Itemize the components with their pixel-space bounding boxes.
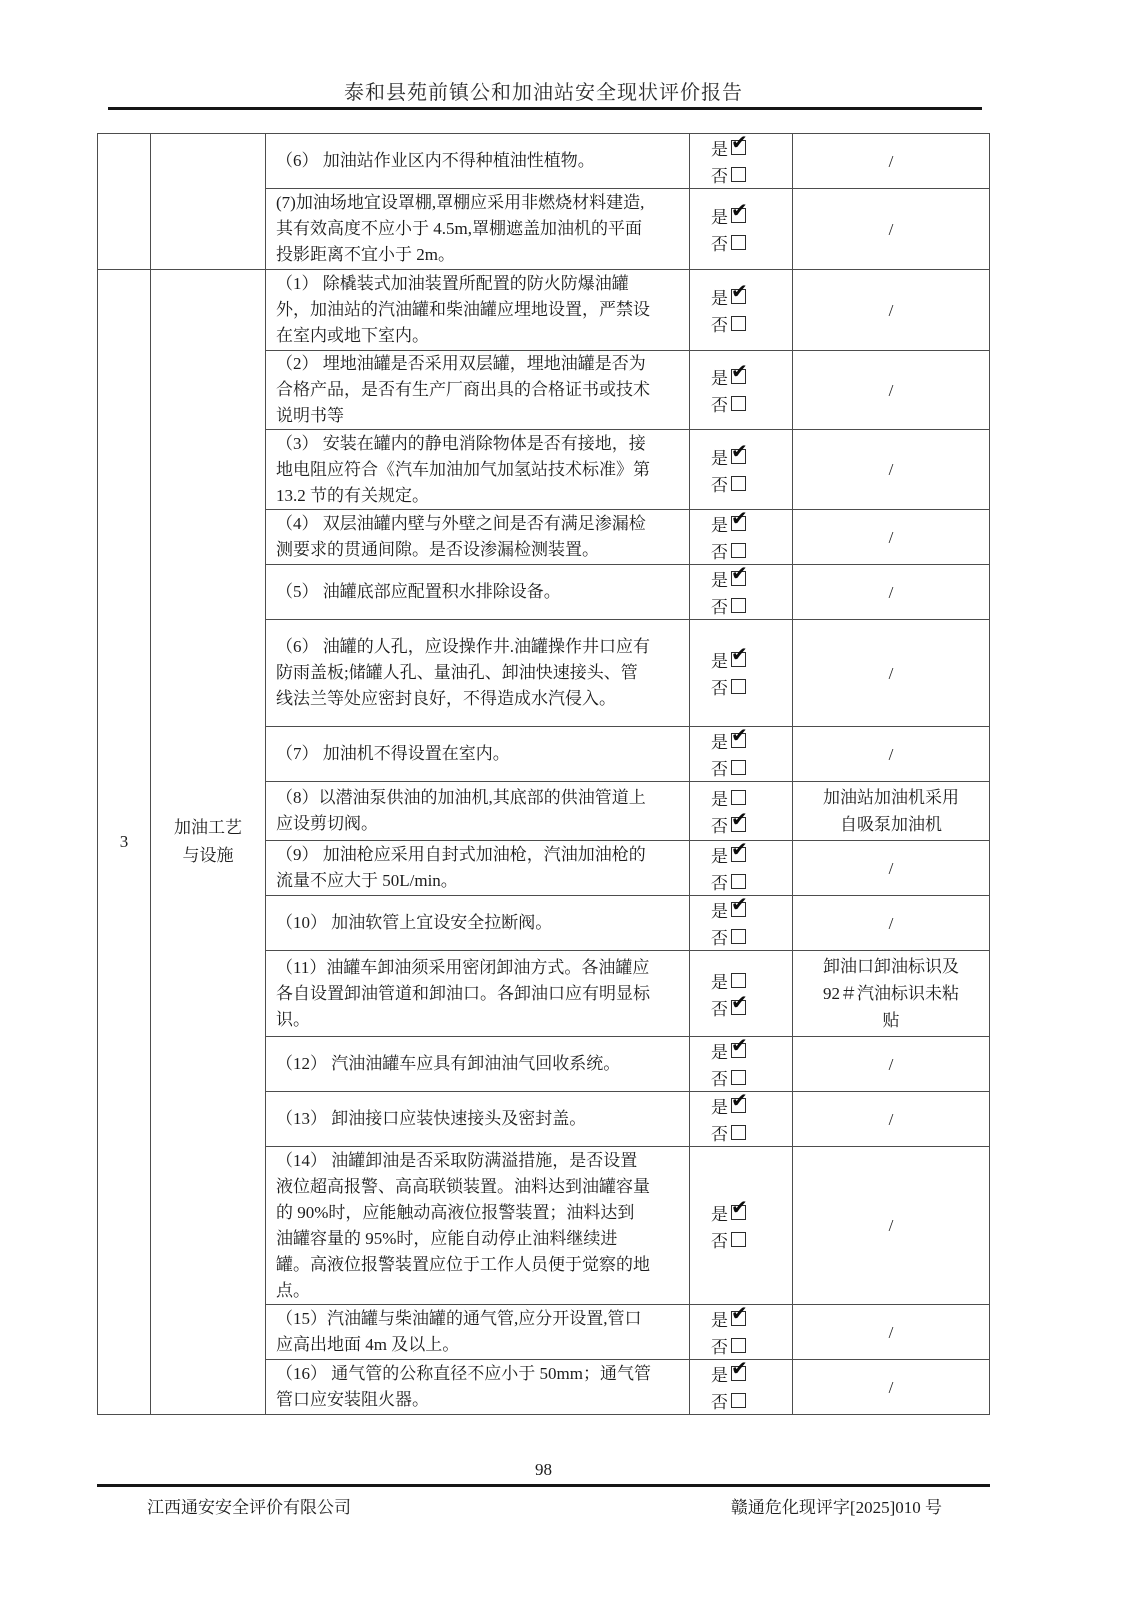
item-text: （5） 油罐底部应配置积水排除设备。: [276, 582, 561, 601]
header-rule: [108, 107, 982, 110]
yes-checkbox: [731, 130, 748, 155]
item-text: （11）油罐车卸油须采用密闭卸油方式。各油罐应各自设置卸油管道和卸油口。各卸油口应有明显标识。: [276, 957, 650, 1029]
yes-option: [711, 130, 792, 161]
check-icon: ✔: [731, 198, 748, 222]
yes-label: 是: [711, 1098, 728, 1117]
remark-text: /: [888, 527, 894, 547]
yes-option: [711, 1088, 792, 1119]
yes-checkbox: [731, 279, 748, 304]
yes-no-cell: [690, 892, 793, 950]
no-option: [711, 470, 792, 497]
remark-text: /: [888, 1322, 894, 1342]
remark-text: /: [888, 219, 894, 239]
table-row: [266, 619, 989, 726]
no-checkbox: [731, 1070, 746, 1085]
yes-checkbox: [731, 198, 748, 223]
yes-no-cell: [690, 782, 793, 840]
yes-checkbox: [731, 359, 748, 384]
no-checkbox: [731, 396, 746, 411]
item-text: （7） 加油机不得设置在室内。: [276, 744, 510, 763]
remark-text: /: [888, 582, 894, 602]
yes-checkbox: [731, 973, 746, 988]
remark-text: /: [888, 1377, 894, 1397]
yes-checkbox: [731, 837, 748, 862]
no-checkbox: [731, 235, 746, 250]
check-icon: ✔: [731, 642, 748, 666]
yes-no-cell: [690, 1356, 793, 1414]
yes-option: [711, 1194, 792, 1226]
remark-text: /: [888, 858, 894, 878]
no-option: [711, 390, 792, 417]
yes-no-cell: [690, 270, 793, 350]
remark-text: /: [888, 744, 894, 764]
yes-checkbox: [731, 561, 748, 586]
check-icon: ✔: [731, 1194, 748, 1219]
no-label: 否: [711, 760, 728, 779]
check-icon: ✔: [731, 1033, 748, 1057]
remark-cell: [793, 620, 989, 726]
no-option: [711, 592, 792, 619]
no-label: 否: [711, 1338, 728, 1357]
item-text-cell: [266, 1360, 690, 1414]
remark-cell: [793, 510, 989, 564]
footer-doc-number: 赣通危化现评字[2025]010 号: [730, 1498, 942, 1517]
remark-cell: [793, 430, 989, 509]
item-text: （6） 加油站作业区内不得种植油性植物。: [276, 151, 595, 170]
remark-text: /: [888, 380, 894, 400]
check-icon: ✔: [731, 1301, 748, 1325]
yes-label: 是: [711, 902, 728, 921]
table-row: [266, 892, 989, 950]
yes-no-cell: [690, 1147, 793, 1304]
yes-label: 是: [711, 571, 728, 590]
no-checkbox: [731, 598, 746, 613]
table-row: [266, 1088, 989, 1146]
no-option: [711, 1064, 792, 1091]
item-text-cell: [266, 351, 690, 429]
item-text-cell: [266, 270, 690, 350]
remark-text: /: [888, 1216, 894, 1235]
item-text: （6） 油罐的人孔，应设操作井.油罐操作井口应有防雨盖板;储罐人孔、量油孔、卸油快速接头、管线法兰等处应密封良好，不得造成水汽侵入。: [276, 637, 650, 708]
remark-cell: [793, 727, 989, 781]
table-row: [266, 270, 989, 350]
check-icon: ✔: [731, 1356, 748, 1380]
no-checkbox: [731, 1393, 746, 1408]
remark-cell: [793, 782, 989, 840]
yes-label: 是: [711, 208, 728, 227]
check-icon: ✔: [731, 438, 748, 463]
yes-label: 是: [711, 1043, 728, 1062]
footer-company: 江西通安安全评价有限公司: [147, 1498, 351, 1517]
yes-option: [711, 837, 792, 868]
yes-no-cell: [690, 189, 793, 269]
yes-label: 是: [711, 1366, 728, 1385]
item-text: （10） 加油软管上宜设安全拉断阀。: [276, 913, 553, 932]
yes-checkbox: [731, 438, 748, 464]
no-option: [711, 673, 792, 700]
no-option: [711, 537, 792, 564]
yes-no-cell: [690, 506, 793, 564]
item-text-cell: [266, 430, 690, 509]
yes-checkbox: [731, 790, 746, 805]
no-option: [711, 989, 792, 1021]
yes-no-cell: [690, 837, 793, 895]
section-number-cell: 3: [98, 270, 151, 1414]
item-text-cell: [266, 620, 690, 726]
yes-checkbox: [731, 1194, 748, 1220]
page-number: 98: [535, 1460, 552, 1479]
no-checkbox: [731, 316, 746, 331]
remark-text: /: [888, 663, 894, 683]
item-text: （16） 通气管的公称直径不应小于 50mm；通气管管口应安装阻火器。: [276, 1364, 651, 1409]
no-option: [711, 161, 792, 188]
yes-option: [711, 198, 792, 229]
yes-option: [711, 967, 792, 994]
yes-option: [711, 561, 792, 592]
no-checkbox: [731, 989, 748, 1015]
no-checkbox: [731, 476, 746, 491]
yes-checkbox: [731, 1088, 748, 1113]
item-text: （8）以潜油泵供油的加油机,其底部的供油管道上应设剪切阀。: [276, 788, 646, 833]
yes-label: 是: [711, 516, 728, 535]
check-icon: ✔: [731, 837, 748, 861]
item-text-cell: [266, 1037, 690, 1091]
yes-option: [711, 279, 792, 310]
check-icon: ✔: [731, 279, 748, 303]
yes-label: 是: [711, 369, 728, 388]
item-text: （3） 安装在罐内的静电消除物体是否有接地，接地电阻应符合《汽车加油加气加氢站技术标准》第 13.2 节的有关规定。: [276, 433, 650, 505]
no-label: 否: [711, 1070, 728, 1089]
remark-text: /: [888, 151, 894, 171]
table-row: [266, 781, 989, 840]
no-checkbox: [731, 543, 746, 558]
yes-checkbox: [731, 506, 748, 531]
no-label: 否: [711, 874, 728, 893]
no-label: 否: [711, 543, 728, 562]
yes-no-cell: [690, 130, 793, 188]
yes-checkbox: [731, 1033, 748, 1058]
yes-option: [711, 892, 792, 923]
footer-row: [97, 1493, 990, 1518]
footer-rule: [97, 1484, 990, 1487]
no-checkbox: [731, 1232, 746, 1247]
item-text: （15）汽油罐与柴油罐的通气管,应分开设置,管口应高出地面 4m 及以上。: [276, 1309, 642, 1354]
remark-cell: [793, 1037, 989, 1091]
item-text-cell: [266, 841, 690, 895]
remark-text: /: [888, 1054, 894, 1074]
no-label: 否: [711, 1393, 728, 1412]
no-label: 否: [711, 679, 728, 698]
no-checkbox: [731, 1125, 746, 1140]
remark-text: /: [888, 1109, 894, 1129]
no-checkbox: [731, 807, 748, 832]
checklist-table: [97, 130, 990, 1415]
yes-label: 是: [711, 1311, 728, 1330]
remark-cell: [793, 896, 989, 950]
yes-no-cell: [690, 1033, 793, 1091]
yes-no-cell: [690, 351, 793, 429]
table-row: [266, 130, 989, 188]
remark-cell: [793, 351, 989, 429]
table-section-previous: [98, 130, 989, 269]
remark-cell: [793, 1305, 989, 1359]
item-text: （1） 除橇装式加油装置所配置的防火防爆油罐外，加油站的汽油罐和柴油罐应埋地设置，严禁设在室内或地下室内。: [276, 274, 650, 345]
remark-text: /: [888, 913, 894, 933]
yes-option: [711, 506, 792, 537]
yes-checkbox: [731, 1356, 748, 1381]
check-icon: ✔: [731, 807, 748, 831]
yes-option: [711, 723, 792, 754]
yes-no-cell: [690, 561, 793, 619]
remark-cell: [793, 1147, 989, 1304]
yes-option: [711, 642, 792, 673]
table-row: [266, 723, 989, 781]
remark-cell: [793, 565, 989, 619]
no-checkbox: [731, 167, 746, 182]
yes-no-cell: [690, 951, 793, 1036]
check-icon: ✔: [731, 561, 748, 585]
table-row: [266, 1146, 989, 1304]
item-text: （2） 埋地油罐是否采用双层罐，埋地油罐是否为合格产品，是否有生产厂商出具的合格证书或技术说明书等: [276, 354, 650, 425]
remark-cell: [793, 134, 989, 188]
no-checkbox: [731, 929, 746, 944]
yes-label: 是: [711, 847, 728, 866]
item-text-cell: [266, 782, 690, 840]
item-text: （9） 加油枪应采用自封式加油枪，汽油加油枪的流量不应大于 50L/min。: [276, 845, 646, 890]
yes-option: [711, 1033, 792, 1064]
remark-text: 加油站加油机采用自吸泵加油机: [823, 788, 959, 834]
yes-checkbox: [731, 1301, 748, 1326]
no-label: 否: [711, 316, 728, 335]
yes-no-cell: [690, 723, 793, 781]
yes-label: 是: [711, 448, 728, 468]
check-icon: ✔: [731, 359, 748, 383]
yes-label: 是: [711, 733, 728, 752]
item-text-cell: [266, 896, 690, 950]
no-label: 否: [711, 235, 728, 254]
remark-cell: [793, 841, 989, 895]
no-label: 否: [711, 475, 728, 495]
check-icon: ✔: [731, 892, 748, 916]
check-icon: ✔: [731, 723, 748, 747]
item-text-cell: [266, 1305, 690, 1359]
no-label: 否: [711, 929, 728, 948]
remark-cell: [793, 1360, 989, 1414]
yes-no-cell: [690, 1301, 793, 1359]
no-option: [711, 807, 792, 838]
remark-cell: [793, 189, 989, 269]
table-row: [266, 350, 989, 429]
no-option: [711, 923, 792, 950]
no-option: [711, 1226, 792, 1253]
no-checkbox: [731, 874, 746, 889]
yes-option: [711, 784, 792, 811]
no-label: 否: [711, 1125, 728, 1144]
item-text-cell: [266, 189, 690, 269]
no-option: [711, 1387, 792, 1414]
yes-checkbox: [731, 723, 748, 748]
check-icon: ✔: [731, 1088, 748, 1112]
table-row: [266, 1356, 989, 1414]
section-number-cell: [98, 134, 151, 269]
yes-checkbox: [731, 642, 748, 667]
yes-option: [711, 438, 792, 470]
no-label: 否: [711, 817, 728, 836]
table-row: [266, 1033, 989, 1091]
page-title: 泰和县苑前镇公和加油站安全现状评价报告: [344, 82, 743, 104]
remark-text: /: [888, 300, 894, 320]
item-text-cell: [266, 510, 690, 564]
yes-label: 是: [711, 140, 728, 159]
item-text: （12） 汽油油罐车应具有卸油油气回收系统。: [276, 1054, 621, 1073]
yes-label: 是: [711, 652, 728, 671]
item-text: （4） 双层油罐内壁与外壁之间是否有满足渗漏检测要求的贯通间隙。是否设渗漏检测装置。: [276, 514, 646, 559]
section-category-cell: 加油工艺与设施: [151, 270, 266, 1414]
yes-no-cell: [690, 620, 793, 726]
item-text: (7)加油场地宜设罩棚,罩棚应采用非燃烧材料建造,其有效高度不应小于 4.5m,罩棚遮盖加油机的平面投影距离不宜小于 2m。: [276, 193, 645, 264]
remark-cell: [793, 951, 989, 1036]
item-text-cell: [266, 134, 690, 188]
no-label: 否: [711, 396, 728, 415]
section-category-cell: [151, 134, 266, 269]
remark-cell: [793, 270, 989, 350]
item-text-cell: [266, 1147, 690, 1304]
item-text-cell: [266, 565, 690, 619]
item-text-cell: [266, 1092, 690, 1146]
no-checkbox: [731, 760, 746, 775]
no-option: [711, 310, 792, 337]
no-option: [711, 229, 792, 256]
table-row: [266, 837, 989, 895]
remark-cell: [793, 1092, 989, 1146]
table-row: [266, 950, 989, 1036]
remark-text: 卸油口卸油标识及92＃汽油标识未粘贴: [823, 957, 959, 1030]
no-option: [711, 868, 792, 895]
no-option: [711, 754, 792, 781]
item-text-cell: [266, 727, 690, 781]
no-label: 否: [711, 1231, 728, 1251]
table-row: [266, 561, 989, 619]
check-icon: ✔: [731, 989, 748, 1014]
no-checkbox: [731, 679, 746, 694]
table-section-3: [98, 269, 989, 1414]
yes-label: 是: [711, 289, 728, 308]
no-option: [711, 1332, 792, 1359]
yes-label: 是: [711, 1204, 728, 1224]
yes-label: 是: [711, 790, 728, 809]
table-row: [266, 188, 989, 269]
no-label: 否: [711, 167, 728, 186]
table-row: [266, 429, 989, 509]
no-label: 否: [711, 598, 728, 617]
check-icon: ✔: [731, 130, 748, 154]
no-label: 否: [711, 999, 728, 1019]
item-text-cell: [266, 951, 690, 1036]
yes-option: [711, 359, 792, 390]
no-option: [711, 1119, 792, 1146]
yes-option: [711, 1301, 792, 1332]
item-text: （13） 卸油接口应装快速接头及密封盖。: [276, 1109, 587, 1128]
yes-checkbox: [731, 892, 748, 917]
remark-text: /: [888, 460, 894, 479]
item-text: （14） 油罐卸油是否采取防满溢措施，是否设置液位超高报警、高高联锁装置。油料达到油罐容量的 90%时，应能触动高液位报警装置；油料达到油罐容量的 95%时，应能自动停止油料继续进罐。高液位报警装置应位于工作人员便于觉察的地点。: [276, 1150, 650, 1300]
check-icon: ✔: [731, 506, 748, 530]
no-checkbox: [731, 1338, 746, 1353]
yes-label: 是: [711, 972, 728, 992]
table-row: [266, 1301, 989, 1359]
yes-option: [711, 1356, 792, 1387]
yes-no-cell: [690, 1088, 793, 1146]
table-row: [266, 506, 989, 564]
yes-no-cell: [690, 430, 793, 509]
